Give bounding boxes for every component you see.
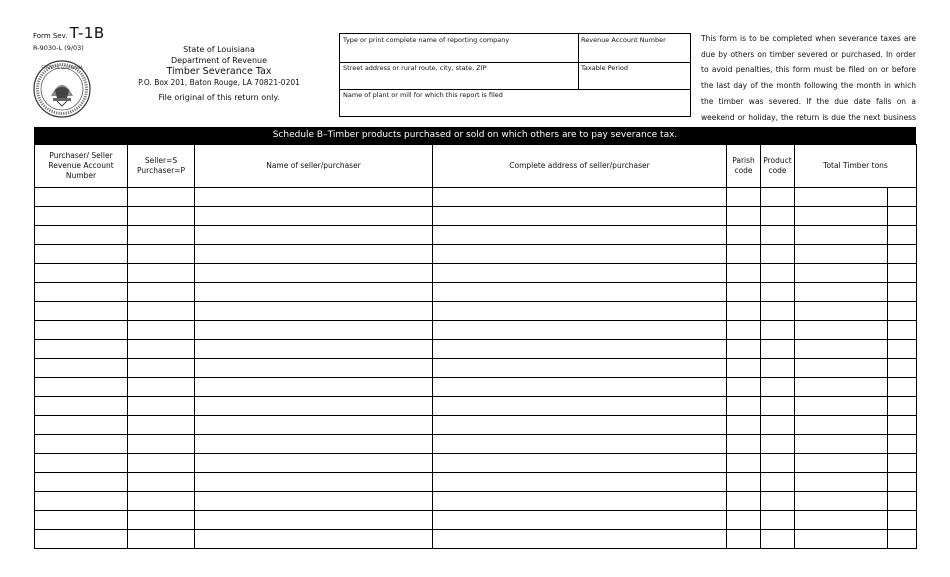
cell-name[interactable] <box>195 226 433 245</box>
cell-tons[interactable] <box>795 188 888 207</box>
cell-account[interactable] <box>35 454 128 473</box>
cell-tons-fraction[interactable] <box>888 416 917 435</box>
col-account: Purchaser/ Seller Revenue Account Number <box>35 145 128 188</box>
cell-product[interactable] <box>761 321 795 340</box>
cell-address[interactable] <box>433 397 727 416</box>
cell-type[interactable] <box>128 397 195 416</box>
cell-type[interactable] <box>128 188 195 207</box>
cell-type[interactable] <box>128 378 195 397</box>
cell-parish[interactable] <box>727 283 761 302</box>
cell-name[interactable] <box>195 340 433 359</box>
table-row <box>35 378 917 397</box>
cell-address[interactable] <box>433 416 727 435</box>
cell-type[interactable] <box>128 359 195 378</box>
cell-type[interactable] <box>128 226 195 245</box>
cell-product[interactable] <box>761 226 795 245</box>
cell-account[interactable] <box>35 473 128 492</box>
cell-tons-fraction[interactable] <box>888 530 917 549</box>
cell-account[interactable] <box>35 207 128 226</box>
instructions: This form is to be completed when severance taxes are due by others on timber severed or purchased. In order to avoid penalties, this form must be filed on or before the last day of the month following the month in which the timber was severed. If the due date falls on a weekend or holiday, the return is due the next business <box>701 34 916 122</box>
cell-account[interactable] <box>35 226 128 245</box>
cell-tons[interactable] <box>795 359 888 378</box>
revenue-account-field[interactable] <box>578 34 690 62</box>
cell-product[interactable] <box>761 207 795 226</box>
cell-address[interactable] <box>433 340 727 359</box>
cell-account[interactable] <box>35 188 128 207</box>
cell-type[interactable] <box>128 435 195 454</box>
cell-account[interactable] <box>35 359 128 378</box>
cell-account[interactable] <box>35 397 128 416</box>
cell-parish[interactable] <box>727 397 761 416</box>
cell-name[interactable] <box>195 321 433 340</box>
cell-tons-fraction[interactable] <box>888 245 917 264</box>
table-row <box>35 245 917 264</box>
cell-name[interactable] <box>195 397 433 416</box>
cell-tons[interactable] <box>795 473 888 492</box>
cell-name[interactable] <box>195 492 433 511</box>
cell-tons[interactable] <box>795 530 888 549</box>
cell-name[interactable] <box>195 435 433 454</box>
cell-type[interactable] <box>128 302 195 321</box>
schedule-body <box>35 188 917 549</box>
cell-parish[interactable] <box>727 416 761 435</box>
divider <box>340 62 690 63</box>
cell-product[interactable] <box>761 397 795 416</box>
cell-account[interactable] <box>35 511 128 530</box>
col-name: Name of seller/purchaser <box>195 145 433 188</box>
cell-tons-fraction[interactable] <box>888 492 917 511</box>
cell-address[interactable] <box>433 530 727 549</box>
cell-product[interactable] <box>761 378 795 397</box>
schedule-title: Schedule B–Timber products purchased or sold on which others are to pay severance tax. <box>34 127 916 144</box>
cell-account[interactable] <box>35 492 128 511</box>
cell-parish[interactable] <box>727 245 761 264</box>
cell-type[interactable] <box>128 340 195 359</box>
cell-type[interactable] <box>128 454 195 473</box>
cell-address[interactable] <box>433 283 727 302</box>
cell-tons[interactable] <box>795 321 888 340</box>
cell-tons[interactable] <box>795 226 888 245</box>
cell-account[interactable] <box>35 245 128 264</box>
table-row <box>35 435 917 454</box>
cell-tons[interactable] <box>795 416 888 435</box>
cell-product[interactable] <box>761 340 795 359</box>
cell-tons[interactable] <box>795 454 888 473</box>
cell-tons-fraction[interactable] <box>888 302 917 321</box>
cell-address[interactable] <box>433 511 727 530</box>
cell-tons-fraction[interactable] <box>888 397 917 416</box>
cell-account[interactable] <box>35 416 128 435</box>
cell-parish[interactable] <box>727 207 761 226</box>
cell-address[interactable] <box>433 302 727 321</box>
plant-name-label: Name of plant or mill for which this report is filed <box>343 91 503 99</box>
cell-name[interactable] <box>195 416 433 435</box>
cell-tons[interactable] <box>795 340 888 359</box>
cell-parish[interactable] <box>727 321 761 340</box>
revision-date: R-9030-L (9/03) <box>33 44 84 52</box>
cell-name[interactable] <box>195 302 433 321</box>
cell-tons-fraction[interactable] <box>888 511 917 530</box>
cell-address[interactable] <box>433 207 727 226</box>
cell-product[interactable] <box>761 416 795 435</box>
cell-name[interactable] <box>195 473 433 492</box>
table-row <box>35 188 917 207</box>
cell-tons[interactable] <box>795 245 888 264</box>
cell-tons-fraction[interactable] <box>888 435 917 454</box>
cell-tons-fraction[interactable] <box>888 359 917 378</box>
cell-parish[interactable] <box>727 454 761 473</box>
cell-tons[interactable] <box>795 435 888 454</box>
table-row <box>35 511 917 530</box>
cell-account[interactable] <box>35 340 128 359</box>
header-row <box>35 145 917 188</box>
cell-address[interactable] <box>433 188 727 207</box>
cell-tons-fraction[interactable] <box>888 264 917 283</box>
cell-name[interactable] <box>195 283 433 302</box>
cell-address[interactable] <box>433 473 727 492</box>
street-address-label: Street address or rural route, city, state, ZIP <box>343 64 487 72</box>
cell-parish[interactable] <box>727 435 761 454</box>
cell-product[interactable] <box>761 264 795 283</box>
cell-account[interactable] <box>35 530 128 549</box>
cell-parish[interactable] <box>727 188 761 207</box>
cell-tons-fraction[interactable] <box>888 207 917 226</box>
agency-block <box>130 44 308 103</box>
cell-tons-fraction[interactable] <box>888 321 917 340</box>
divider <box>340 89 690 90</box>
cell-tons-fraction[interactable] <box>888 454 917 473</box>
cell-address[interactable] <box>433 492 727 511</box>
cell-tons[interactable] <box>795 397 888 416</box>
cell-type[interactable] <box>128 473 195 492</box>
cell-address[interactable] <box>433 226 727 245</box>
company-name-field[interactable] <box>340 34 578 62</box>
cell-type[interactable] <box>128 283 195 302</box>
cell-product[interactable] <box>761 492 795 511</box>
cell-tons-fraction[interactable] <box>888 188 917 207</box>
cell-product[interactable] <box>761 473 795 492</box>
mailing-address: P.O. Box 201, Baton Rouge, LA 70821-0201 <box>138 78 300 87</box>
cell-tons[interactable] <box>795 283 888 302</box>
tax-name: Timber Severance Tax <box>166 66 272 77</box>
cell-tons[interactable] <box>795 302 888 321</box>
state-name: State of Louisiana <box>183 45 255 54</box>
cell-name[interactable] <box>195 378 433 397</box>
cell-product[interactable] <box>761 530 795 549</box>
cell-type[interactable] <box>128 492 195 511</box>
cell-tons-fraction[interactable] <box>888 340 917 359</box>
form-number <box>33 24 105 42</box>
cell-type[interactable] <box>128 321 195 340</box>
cell-type[interactable] <box>128 511 195 530</box>
cell-parish[interactable] <box>727 473 761 492</box>
cell-name[interactable] <box>195 359 433 378</box>
form-code: T-1B <box>69 24 105 42</box>
col-parish: Parish code <box>727 145 761 188</box>
col-tons: Total Timber tons <box>795 145 917 188</box>
cell-address[interactable] <box>433 264 727 283</box>
cell-tons[interactable] <box>795 378 888 397</box>
cell-parish[interactable] <box>727 511 761 530</box>
header-fields-box <box>339 33 691 117</box>
plant-name-field[interactable] <box>340 89 690 116</box>
cell-product[interactable] <box>761 245 795 264</box>
cell-product[interactable] <box>761 188 795 207</box>
cell-product[interactable] <box>761 283 795 302</box>
cell-address[interactable] <box>433 435 727 454</box>
cell-parish[interactable] <box>727 302 761 321</box>
cell-product[interactable] <box>761 435 795 454</box>
cell-type[interactable] <box>128 207 195 226</box>
cell-account[interactable] <box>35 283 128 302</box>
cell-address[interactable] <box>433 378 727 397</box>
street-address-field[interactable] <box>340 62 578 89</box>
state-seal-icon <box>33 60 91 118</box>
cell-account[interactable] <box>35 378 128 397</box>
company-name-label: Type or print complete name of reporting company <box>343 36 510 44</box>
cell-parish[interactable] <box>727 264 761 283</box>
schedule-table <box>34 144 917 549</box>
table-row <box>35 226 917 245</box>
cell-type[interactable] <box>128 416 195 435</box>
cell-parish[interactable] <box>727 530 761 549</box>
cell-type[interactable] <box>128 245 195 264</box>
cell-product[interactable] <box>761 359 795 378</box>
cell-parish[interactable] <box>727 378 761 397</box>
cell-address[interactable] <box>433 245 727 264</box>
cell-parish[interactable] <box>727 226 761 245</box>
table-row <box>35 492 917 511</box>
cell-name[interactable] <box>195 245 433 264</box>
cell-parish[interactable] <box>727 359 761 378</box>
cell-address[interactable] <box>433 359 727 378</box>
cell-name[interactable] <box>195 454 433 473</box>
table-row <box>35 530 917 549</box>
cell-address[interactable] <box>433 454 727 473</box>
cell-parish[interactable] <box>727 340 761 359</box>
cell-product[interactable] <box>761 454 795 473</box>
table-row <box>35 207 917 226</box>
cell-account[interactable] <box>35 321 128 340</box>
cell-account[interactable] <box>35 302 128 321</box>
table-row <box>35 416 917 435</box>
cell-name[interactable] <box>195 264 433 283</box>
cell-address[interactable] <box>433 321 727 340</box>
revenue-account-label: Revenue Account Number <box>581 36 666 44</box>
col-address: Complete address of seller/purchaser <box>433 145 727 188</box>
cell-name[interactable] <box>195 530 433 549</box>
table-row <box>35 359 917 378</box>
cell-name[interactable] <box>195 511 433 530</box>
col-type: Seller=S Purchaser=P <box>128 145 195 188</box>
divider <box>578 34 579 89</box>
cell-name[interactable] <box>195 188 433 207</box>
cell-name[interactable] <box>195 207 433 226</box>
table-row <box>35 397 917 416</box>
file-note: File original of this return only. <box>158 93 280 102</box>
taxable-period-label: Taxable Period <box>581 64 628 72</box>
cell-tons-fraction[interactable] <box>888 378 917 397</box>
cell-account[interactable] <box>35 264 128 283</box>
cell-tons-fraction[interactable] <box>888 283 917 302</box>
table-row <box>35 454 917 473</box>
cell-tons[interactable] <box>795 492 888 511</box>
cell-tons-fraction[interactable] <box>888 226 917 245</box>
cell-type[interactable] <box>128 530 195 549</box>
cell-type[interactable] <box>128 264 195 283</box>
cell-product[interactable] <box>761 511 795 530</box>
table-row <box>35 264 917 283</box>
seal-label: STATE OF LOUISIANA <box>41 65 83 70</box>
table-row <box>35 283 917 302</box>
taxable-period-field[interactable] <box>578 62 690 89</box>
table-row <box>35 302 917 321</box>
table-row <box>35 340 917 359</box>
cell-tons[interactable] <box>795 511 888 530</box>
cell-product[interactable] <box>761 302 795 321</box>
cell-tons[interactable] <box>795 207 888 226</box>
cell-tons[interactable] <box>795 264 888 283</box>
cell-tons-fraction[interactable] <box>888 473 917 492</box>
form-prefix: Form Sev. <box>33 32 68 40</box>
table-row <box>35 473 917 492</box>
cell-parish[interactable] <box>727 492 761 511</box>
cell-account[interactable] <box>35 435 128 454</box>
col-product: Product code <box>761 145 795 188</box>
department-name: Department of Revenue <box>170 56 268 65</box>
table-row <box>35 321 917 340</box>
